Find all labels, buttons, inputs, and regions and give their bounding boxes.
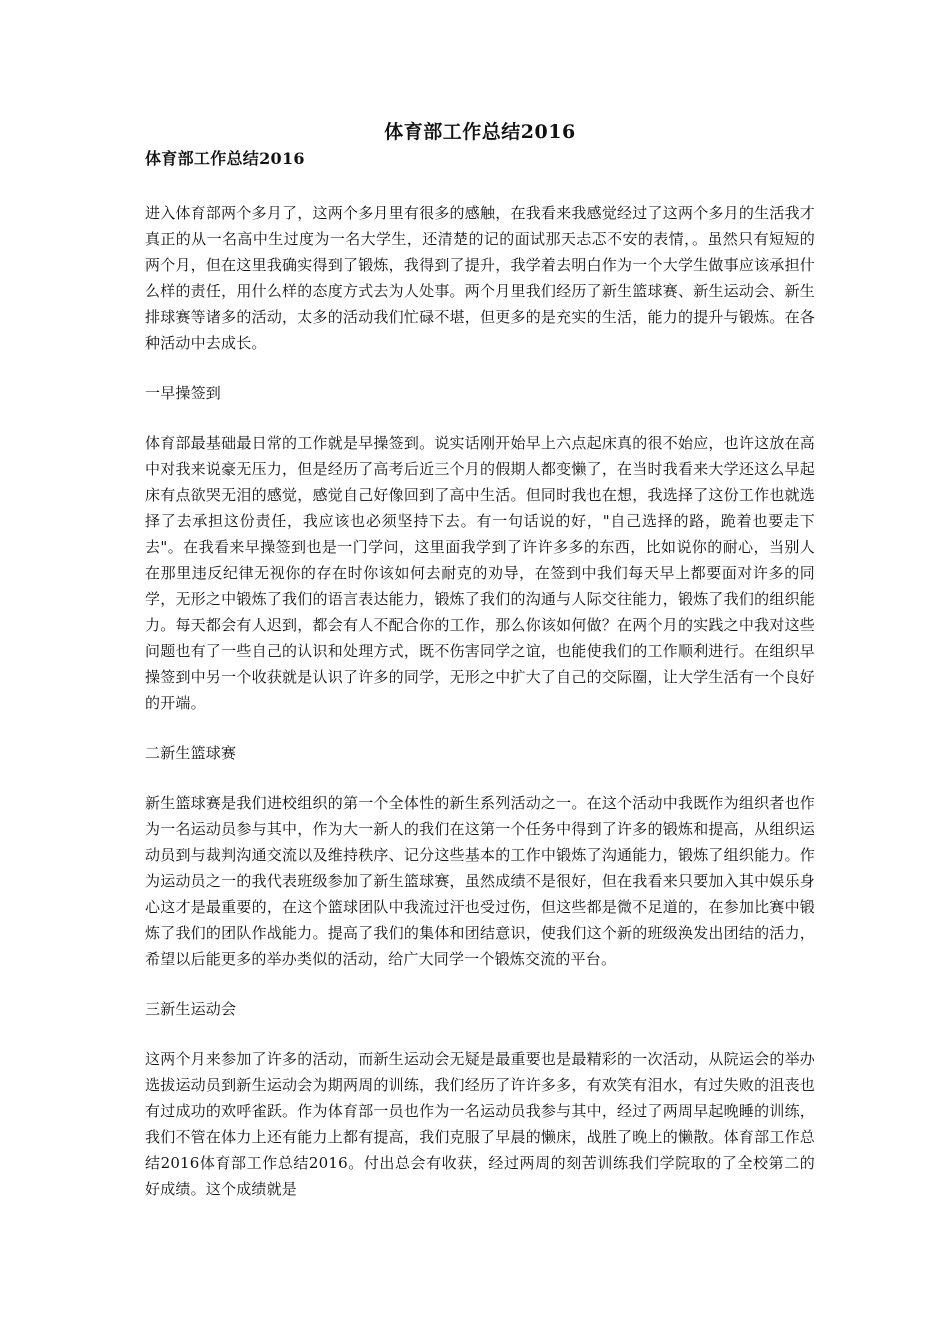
section-heading-morning-signin: 一早操签到 xyxy=(145,384,222,402)
intro-paragraph: 进入体育部两个多月了，这两个多月里有很多的感触，在我看来我感觉经过了这两个多月的生活我才真正的从一名高中生过度为一名大学生，还清楚的记的面试那天忐忑不安的表情，。虽然只有短短的两个月，但在这里我确实得到了锻炼，我得到了提升，我学着去明白作为一个大学生做事应该承担什么样的责任，用什么样的态度方式去为人处事。两个月里我们经历了新生篮球赛、新生运动会、新生排球赛等诸多的活动，太多的活动我们忙碌不堪，但更多的是充实的生活，能力的提升与锻炼。在各种活动中去成长。 xyxy=(145,204,815,352)
document-subtitle: 体育部工作总结2016 xyxy=(145,149,305,168)
section-heading-basketball: 二新生篮球赛 xyxy=(145,744,237,762)
section-body-sports-meet: 这两个月来参加了许多的活动，而新生运动会无疑是最重要也是最精彩的一次活动，从院运会的举办选拔运动员到新生运动会为期两周的训练，我们经历了许许多多，有欢笑有泪水，有过失败的沮丧也有过成功的欢呼雀跃。作为体育部一员也作为一名运动员我参与其中，经过了两周早起晚睡的训练，我们不管在体力上还有能力上都有提高，我们克服了早晨的懒床，战胜了晚上的懒散。体育部工作总结2016体育部工作总结2016。付出总会有收获，经过两周的刻苦训练我们学院取的了全校第二的好成绩。这个成绩就是 xyxy=(145,1050,815,1198)
document-page xyxy=(145,118,815,1226)
section-body-morning-signin: 体育部最基础最日常的工作就是早操签到。说实话刚开始早上六点起床真的很不始应，也许这放在高中对我来说豪无压力，但是经历了高考后近三个月的假期人都变懒了，在当时我看来大学还这么早起床有点欲哭无泪的感觉，感觉自己好像回到了高中生活。但同时我也在想，我选择了这份工作也就选择了去承担这份责任，我应该也必须坚持下去。有一句话说的好，"自己选择的路，跪着也要走下去"。在我看来早操签到也是一门学问，这里面我学到了许许多多的东西，比如说你的耐心，当别人在那里违反纪律无视你的存在时你该如何去耐克的劝导，在签到中我们每天早上都要面对许多的同学，无形之中锻炼了我们的语言表达能力，锻炼了我们的沟通与人际交往能力，锻炼了我们的组织能力。每天都会有人迟到，都会有人不配合你的工作，那么你该如何做？在两个月的实践之中我对这些问题也有了一些自己的认识和处理方式，既不伤害同学之谊，也能使我们的工作顺利进行。在组织早操签到中另一个收获就是认识了许多的同学，无形之中扩大了自己的交际圈，让大学生活有一个良好的开端。 xyxy=(145,434,815,712)
section-body-basketball: 新生篮球赛是我们进校组织的第一个全体性的新生系列活动之一。在这个活动中我既作为组织者也作为一名运动员参与其中，作为大一新人的我们在这第一个任务中得到了许多的锻炼和提高，从组织运动员到与裁判沟通交流以及维持秩序、记分这些基本的工作中锻炼了沟通能力，锻炼了组织能力。作为运动员之一的我代表班级参加了新生篮球赛，虽然成绩不是很好，但在我看来只要加入其中娱乐身心这才是最重要的，在这个篮球团队中我流过汗也受过伤，但这些都是微不足道的，在参加比赛中锻炼了我们的团队作战能力。提高了我们的集体和团结意识，使我们这个新的班级涣发出团结的活力，希望以后能更多的举办类似的活动，给广大同学一个锻炼交流的平台。 xyxy=(145,794,815,968)
section-heading-sports-meet: 三新生运动会 xyxy=(145,1000,237,1018)
document-title: 体育部工作总结2016 xyxy=(384,121,576,143)
